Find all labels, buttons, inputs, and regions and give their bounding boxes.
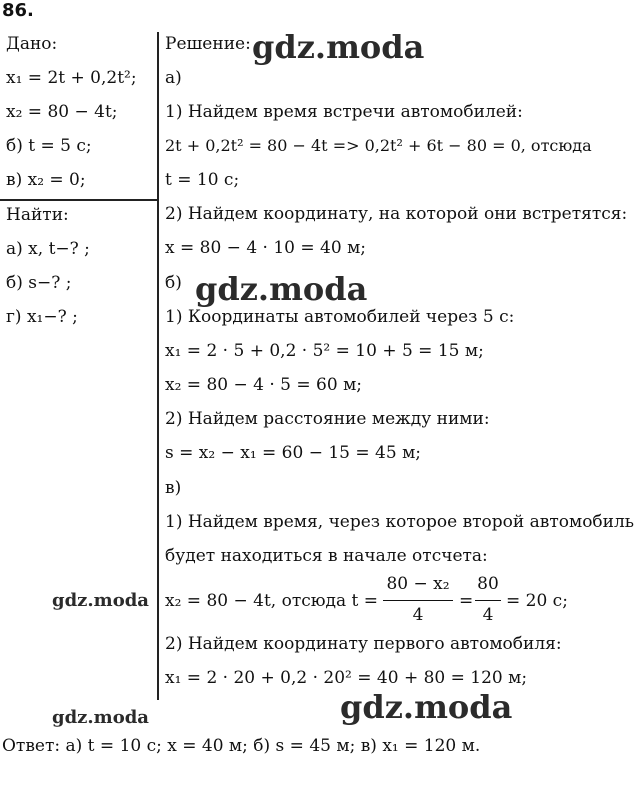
- formula-suffix: = 20 с;: [506, 591, 568, 611]
- solution-line: 2) Найдем координату, на которой они встретятся:: [165, 204, 628, 224]
- find-header: Найти:: [6, 205, 69, 225]
- find-line: а) x, t−? ;: [6, 239, 90, 259]
- watermark: gdz.moda: [52, 590, 149, 611]
- formula-equals: =: [459, 591, 474, 611]
- solution-line: а): [165, 68, 182, 88]
- formula-prefix: x₂ = 80 − 4t, отсюда t =: [165, 591, 379, 611]
- solution-line: s = x₂ − x₁ = 60 − 15 = 45 м;: [165, 443, 422, 463]
- solution-line: t = 10 с;: [165, 170, 240, 190]
- given-header: Дано:: [6, 34, 58, 54]
- watermark: gdz.moda: [252, 28, 425, 66]
- find-line: г) x₁−? ;: [6, 307, 78, 327]
- given-line: x₁ = 2t + 0,2t²;: [6, 68, 137, 88]
- problem-number: 86.: [2, 0, 34, 21]
- solution-line: 1) Найдем время, через которое второй автомобиль: [165, 512, 635, 532]
- solution-line: б): [165, 273, 182, 293]
- watermark: gdz.moda: [340, 688, 513, 726]
- fraction-2-numerator: 80: [477, 574, 499, 594]
- fraction-1-numerator: 80 − x₂: [386, 574, 450, 594]
- watermark: gdz.moda: [195, 270, 368, 308]
- given-line: в) x₂ = 0;: [6, 170, 86, 190]
- answer-line: Ответ: а) t = 10 с; x = 40 м; б) s = 45 м; в) x₁ = 120 м.: [2, 736, 481, 756]
- given-line: x₂ = 80 − 4t;: [6, 102, 118, 122]
- fraction-2-bar: [475, 600, 501, 601]
- solution-line: в): [165, 478, 182, 498]
- solution-line: будет находиться в начале отсчета:: [165, 546, 488, 566]
- given-line: б) t = 5 с;: [6, 136, 92, 156]
- solution-line: x₂ = 80 − 4 · 5 = 60 м;: [165, 375, 363, 395]
- solution-header: Решение:: [165, 34, 251, 54]
- solution-line: x₁ = 2 · 5 + 0,2 · 5² = 10 + 5 = 15 м;: [165, 341, 484, 361]
- fraction-2-denominator: 4: [482, 605, 494, 625]
- solution-line: 2) Найдем координату первого автомобиля:: [165, 634, 562, 654]
- solution-line: 1) Найдем время встречи автомобилей:: [165, 102, 523, 122]
- watermark: gdz.moda: [52, 707, 149, 728]
- fraction-1-bar: [383, 600, 453, 601]
- solution-line: 1) Координаты автомобилей через 5 с:: [165, 307, 515, 327]
- solution-line: 2) Найдем расстояние между ними:: [165, 409, 490, 429]
- given-divider: [0, 199, 158, 201]
- fraction-1-denominator: 4: [412, 605, 424, 625]
- find-line: б) s−? ;: [6, 273, 72, 293]
- solution-line: x = 80 − 4 · 10 = 40 м;: [165, 238, 367, 258]
- solution-line: 2t + 0,2t² = 80 − 4t => 0,2t² + 6t − 80 = 0, отсюда: [165, 136, 592, 155]
- solution-line: x₁ = 2 · 20 + 0,2 · 20² = 40 + 80 = 120 м;: [165, 668, 528, 688]
- column-divider: [157, 32, 159, 700]
